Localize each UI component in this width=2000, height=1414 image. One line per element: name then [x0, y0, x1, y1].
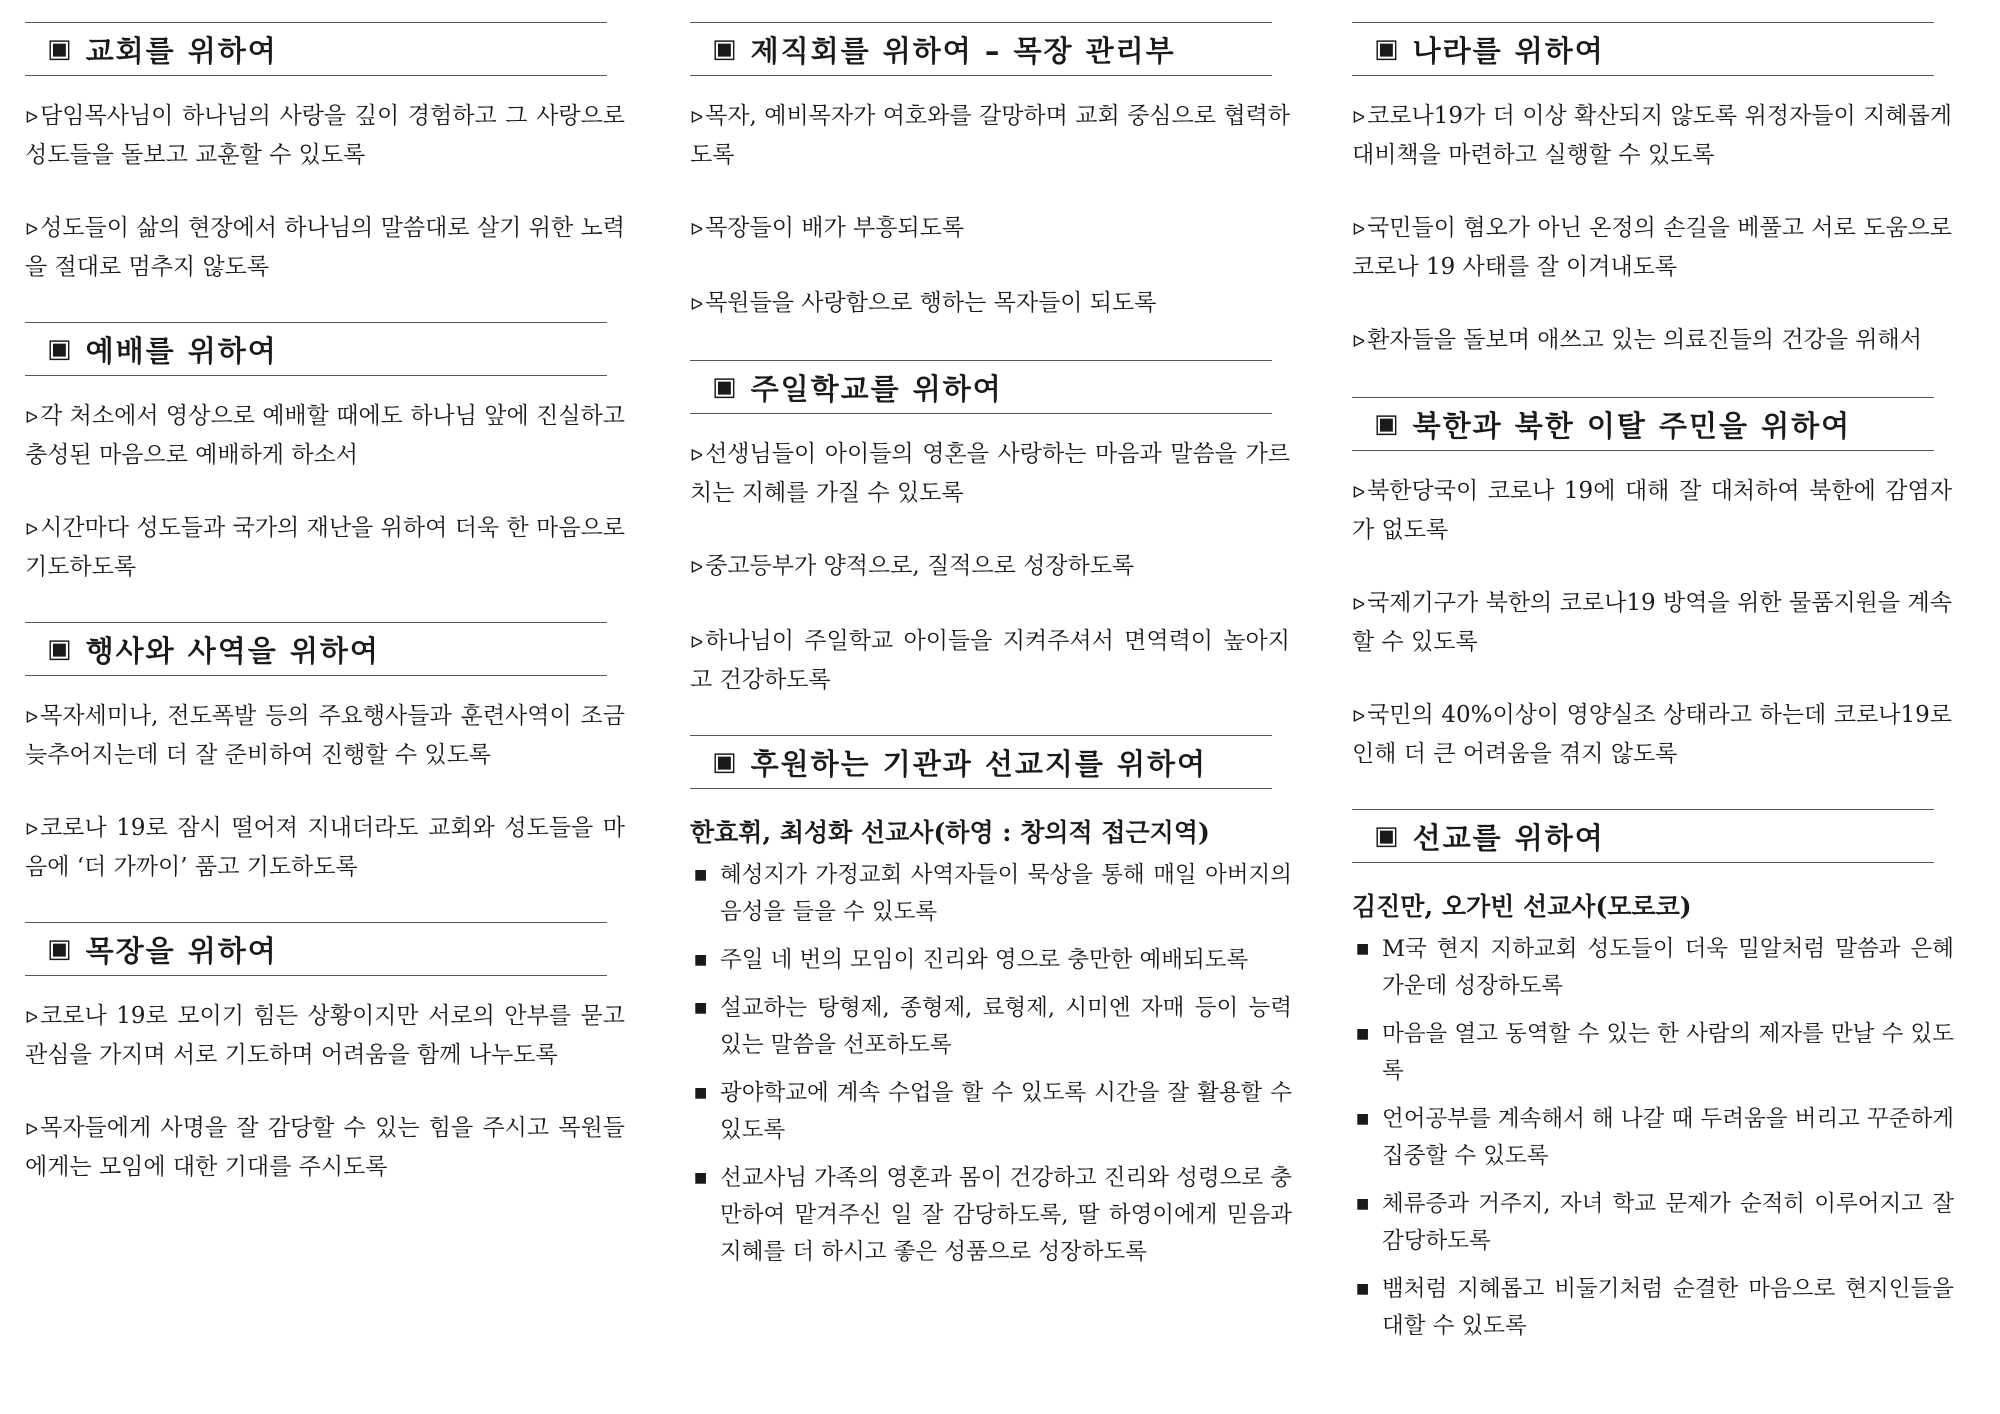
column-2 [690, 22, 1290, 1283]
section-header [1352, 809, 1934, 863]
triangle-bullet-icon: ᐅ [1352, 595, 1366, 615]
square-bullet-icon: ▣ [47, 934, 72, 964]
small-square-bullet-icon: ■ [1356, 1026, 1370, 1042]
prayer-list [25, 676, 625, 886]
prayer-item: ᐅ코로나 19로 모이기 힘든 상황이지만 서로의 안부를 묻고 관심을 가지며 서로 기도하며 어려움을 함께 나누도록 [25, 1003, 625, 1068]
prayer-list [1352, 451, 1952, 773]
prayer-list [690, 414, 1290, 699]
triangle-bullet-icon: ᐅ [25, 520, 39, 540]
prayer-item: ᐅ국제기구가 북한의 코로나19 방역을 위한 물품지원을 계속할 수 있도록 [1352, 590, 1952, 655]
triangle-bullet-icon: ᐅ [1352, 220, 1366, 240]
section-deacons [690, 22, 1290, 324]
prayer-item: ᐅ코로나 19로 잠시 떨어져 지내더라도 교회와 성도들을 마음에 ‘더 가까이’ 품고 기도하도록 [25, 815, 625, 880]
triangle-bullet-icon: ᐅ [1352, 108, 1366, 128]
triangle-bullet-icon: ᐅ [25, 108, 39, 128]
prayer-item: ᐅ선생님들이 아이들의 영혼을 사랑하는 마음과 말씀을 가르치는 지혜를 가질 수 있도록 [690, 441, 1290, 506]
small-square-bullet-icon: ■ [694, 867, 708, 883]
section-header [25, 322, 607, 376]
square-bullet-icon: ▣ [47, 334, 72, 364]
small-square-bullet-icon: ■ [694, 952, 708, 968]
prayer-item: ᐅ목자세미나, 전도폭발 등의 주요행사들과 훈련사역이 조금 늦추어지는데 더 잘 준비하여 진행할 수 있도록 [25, 703, 625, 768]
triangle-bullet-icon: ᐅ [690, 295, 704, 315]
section-title: 선교를 위하여 [1412, 820, 1605, 855]
prayer-item: ᐅ목원들을 사랑함으로 행하는 목자들이 되도록 [690, 290, 1157, 316]
section-header [1352, 397, 1934, 451]
section-title: 북한과 북한 이탈 주민을 위하여 [1412, 408, 1852, 443]
list-item: ■ 뱀처럼 지혜롭고 비둘기처럼 순결한 마음으로 현지인들을 대할 수 있도록 [1352, 1271, 1954, 1345]
triangle-bullet-icon: ᐅ [690, 558, 704, 578]
section-worship [25, 322, 625, 586]
prayer-item: ᐅ북한당국이 코로나 19에 대해 잘 대처하여 북한에 감염자가 없도록 [1352, 478, 1952, 543]
prayer-item: ᐅ시간마다 성도들과 국가의 재난을 위하여 더욱 한 마음으로 기도하도록 [25, 515, 625, 580]
triangle-bullet-icon: ᐅ [690, 633, 704, 653]
section-title: 제직회를 위하여 – 목장 관리부 [750, 33, 1176, 68]
square-bullet-icon: ▣ [712, 372, 737, 402]
list-item: ■ 설교하는 탕형제, 종형제, 료형제, 시미엔 자매 등이 능력 있는 말씀을 선포하도록 [690, 990, 1292, 1064]
missionary-name: 김진만, 오가빈 선교사(모로코) [1352, 892, 1692, 921]
triangle-bullet-icon: ᐅ [25, 1120, 39, 1140]
bullet-list [1352, 931, 1952, 1345]
section-header [690, 360, 1272, 414]
list-item: ■ 광야학교에 계속 수업을 할 수 있도록 시간을 잘 활용할 수 있도록 [690, 1075, 1292, 1149]
square-bullet-icon: ▣ [712, 34, 737, 64]
square-bullet-icon: ▣ [47, 34, 72, 64]
section-title: 후원하는 기관과 선교지를 위하여 [750, 746, 1208, 781]
prayer-item: ᐅ목자, 예비목자가 여호와를 갈망하며 교회 중심으로 협력하도록 [690, 103, 1290, 168]
section-header [690, 22, 1272, 76]
section-title: 목장을 위하여 [85, 933, 278, 968]
square-bullet-icon: ▣ [1374, 409, 1399, 439]
prayer-item: ᐅ목자들에게 사명을 잘 감당할 수 있는 힘을 주시고 목원들에게는 모임에 대한 기대를 주시도록 [25, 1115, 625, 1180]
prayer-list [690, 76, 1290, 324]
list-item: ■ 마음을 열고 동역할 수 있는 한 사람의 제자를 만날 수 있도록 [1352, 1016, 1954, 1090]
small-square-bullet-icon: ■ [694, 1085, 708, 1101]
triangle-bullet-icon: ᐅ [25, 220, 39, 240]
section-header [25, 622, 607, 676]
prayer-item: ᐅ담임목사님이 하나님의 사랑을 깊이 경험하고 그 사랑으로 성도들을 돌보고 교훈할 수 있도록 [25, 103, 625, 168]
prayer-list [25, 976, 625, 1186]
section-title: 행사와 사역을 위하여 [85, 633, 380, 668]
small-square-bullet-icon: ■ [1356, 1281, 1370, 1297]
list-item: ■ 언어공부를 계속해서 해 나갈 때 두려움을 버리고 꾸준하게 집중할 수 있도록 [1352, 1101, 1954, 1175]
small-square-bullet-icon: ■ [1356, 1196, 1370, 1212]
small-square-bullet-icon: ■ [694, 1000, 708, 1016]
section-north-korea [1352, 397, 1952, 773]
section-title: 나라를 위하여 [1412, 33, 1605, 68]
section-title: 주일학교를 위하여 [750, 371, 1003, 406]
bullet-list [690, 857, 1290, 1271]
section-header [25, 22, 607, 76]
small-square-bullet-icon: ■ [1356, 941, 1370, 957]
prayer-list [1352, 76, 1952, 361]
list-item: ■ 선교사님 가족의 영혼과 몸이 건강하고 진리와 성령으로 충만하여 맡겨주신 일 잘 감당하도록, 딸 하영이에게 믿음과 지혜를 더 하시고 좋은 성품으로 성장하도록 [690, 1160, 1292, 1271]
prayer-item: ᐅ국민의 40%이상이 영양실조 상태라고 하는데 코로나19로 인해 더 큰 어려움을 겪지 않도록 [1352, 702, 1952, 767]
prayer-list [25, 76, 625, 286]
small-square-bullet-icon: ■ [1356, 1111, 1370, 1127]
section-events [25, 622, 625, 886]
square-bullet-icon: ▣ [712, 747, 737, 777]
triangle-bullet-icon: ᐅ [25, 408, 39, 428]
list-item: ■ 체류증과 거주지, 자녀 학교 문제가 순적히 이루어지고 잘 감당하도록 [1352, 1186, 1954, 1260]
column-1 [25, 22, 625, 1222]
section-header [690, 735, 1272, 789]
section-missions [1352, 809, 1952, 1345]
prayer-item: ᐅ국민들이 혐오가 아닌 온정의 손길을 베풀고 서로 도움으로 코로나 19 사태를 잘 이겨내도록 [1352, 215, 1952, 280]
list-item: ■ 혜성지가 가정교회 사역자들이 묵상을 통해 매일 아버지의 음성을 들을 수 있도록 [690, 857, 1292, 931]
section-supported-missions [690, 735, 1290, 1271]
prayer-item: ᐅ성도들이 삶의 현장에서 하나님의 말씀대로 살기 위한 노력을 절대로 멈추지 않도록 [25, 215, 625, 280]
square-bullet-icon: ▣ [1374, 34, 1399, 64]
prayer-item: ᐅ하나님이 주일학교 아이들을 지켜주셔서 면역력이 높아지고 건강하도록 [690, 628, 1290, 693]
triangle-bullet-icon: ᐅ [690, 220, 704, 240]
square-bullet-icon: ▣ [1374, 821, 1399, 851]
missionary-name: 한효휘, 최성화 선교사(하영 : 창의적 접근지역) [690, 818, 1210, 847]
triangle-bullet-icon: ᐅ [25, 1008, 39, 1028]
small-square-bullet-icon: ■ [694, 1170, 708, 1186]
section-sunday-school [690, 360, 1290, 699]
section-title: 교회를 위하여 [85, 33, 278, 68]
prayer-item: ᐅ목장들이 배가 부흥되도록 [690, 215, 965, 241]
triangle-bullet-icon: ᐅ [25, 708, 39, 728]
prayer-item: ᐅ코로나19가 더 이상 확산되지 않도록 위정자들이 지혜롭게 대비책을 마련하고 실행할 수 있도록 [1352, 103, 1952, 168]
section-header [25, 922, 607, 976]
list-item: ■ 주일 네 번의 모임이 진리와 영으로 충만한 예배되도록 [690, 942, 1292, 979]
triangle-bullet-icon: ᐅ [1352, 707, 1366, 727]
prayer-list [25, 376, 625, 586]
triangle-bullet-icon: ᐅ [1352, 483, 1366, 503]
triangle-bullet-icon: ᐅ [25, 820, 39, 840]
triangle-bullet-icon: ᐅ [690, 446, 704, 466]
section-cell-group [25, 922, 625, 1186]
triangle-bullet-icon: ᐅ [690, 108, 704, 128]
prayer-item: ᐅ중고등부가 양적으로, 질적으로 성장하도록 [690, 553, 1135, 579]
prayer-item: ᐅ각 처소에서 영상으로 예배할 때에도 하나님 앞에 진실하고 충성된 마음으로 예배하게 하소서 [25, 403, 625, 468]
triangle-bullet-icon: ᐅ [1352, 332, 1366, 352]
section-church [25, 22, 625, 286]
section-nation [1352, 22, 1952, 361]
section-title: 예배를 위하여 [85, 333, 278, 368]
square-bullet-icon: ▣ [47, 634, 72, 664]
column-3 [1352, 22, 1952, 1357]
section-header [1352, 22, 1934, 76]
list-item: ■ M국 현지 지하교회 성도들이 더욱 밀알처럼 말씀과 은혜 가운데 성장하도록 [1352, 931, 1954, 1005]
prayer-item: ᐅ환자들을 돌보며 애쓰고 있는 의료진들의 건강을 위해서 [1352, 327, 1922, 353]
